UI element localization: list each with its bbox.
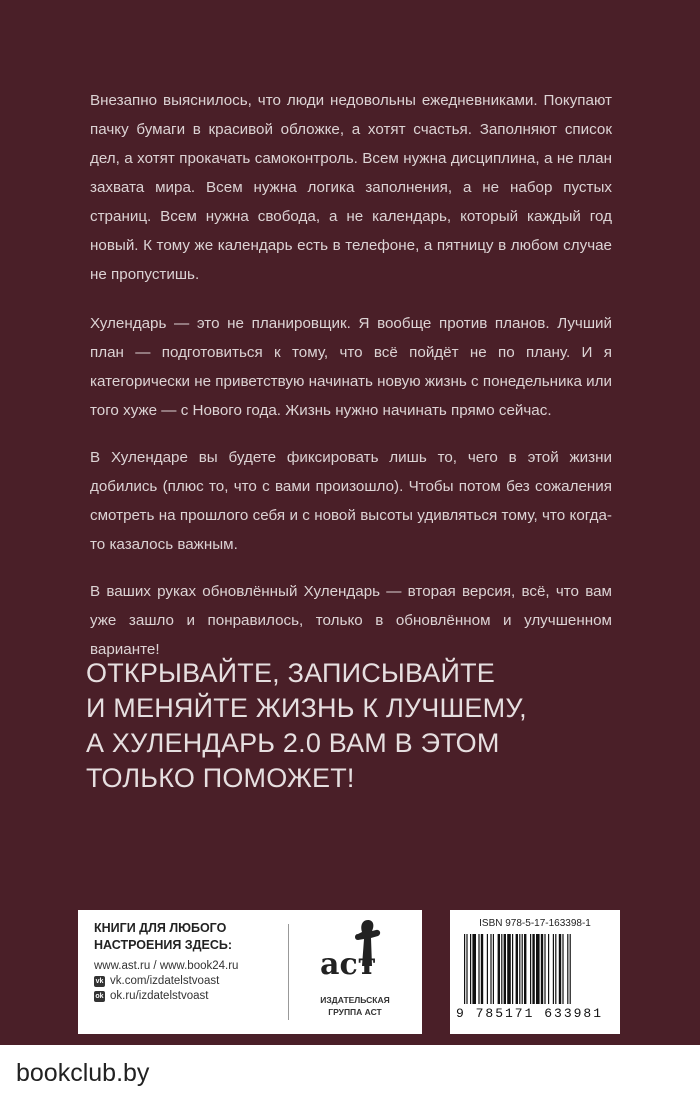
barcode-stripe xyxy=(570,934,571,1004)
divider xyxy=(288,924,289,1020)
barcode-stripe xyxy=(567,934,568,1004)
barcode-stripe xyxy=(532,934,534,1004)
annotation-paragraph-2: Хулендарь — это не планировщик. Я вообще против планов. Лучший план — подготовиться к тому, что всё пойдёт не по плану. И я категорически не приветствую начинать новую жизнь с понедельника или того хуже — с Нового года. Жизнь нужно начинать прямо сейчас. xyxy=(90,315,612,419)
publisher-contacts xyxy=(94,920,284,1002)
barcode-stripe xyxy=(524,934,526,1004)
barcode-stripe xyxy=(487,934,488,1004)
barcode-stripe xyxy=(507,934,511,1004)
publisher-info-box xyxy=(78,910,422,1034)
barcode-stripe xyxy=(493,934,494,1004)
barcode-stripe xyxy=(472,934,476,1004)
slogan xyxy=(86,656,626,796)
publisher-name xyxy=(296,994,414,1018)
barcode-stripe xyxy=(519,934,520,1004)
barcode-number: 9 785171 633981 xyxy=(456,1006,604,1021)
website-links: www.ast.ru / www.book24.ru xyxy=(94,960,239,972)
barcode-stripe xyxy=(504,934,506,1004)
barcode-stripe xyxy=(478,934,479,1004)
barcode-stripe xyxy=(544,934,545,1004)
barcode-stripe xyxy=(481,934,483,1004)
barcode-stripe xyxy=(466,934,467,1004)
barcode-bars xyxy=(464,934,606,1004)
annotation-paragraph-3: В Хулендаре вы будете фиксировать лишь то, чего в этой жизни добились (плюс то, что с вами произошло). Чтобы потом без сожаления смотреть на прошлого себя и с новой высоты удивляться тому, что когда-то казалось важным. xyxy=(90,449,612,553)
ok-link-text: ok.ru/izdatelstvoast xyxy=(110,990,209,1002)
slogan-line: А ХУЛЕНДАРЬ 2.0 ВАМ В ЭТОМ xyxy=(86,728,500,758)
slogan-line: ТОЛЬКО ПОМОЖЕТ! xyxy=(86,763,355,793)
barcode-stripe xyxy=(464,934,465,1004)
ast-logo xyxy=(296,916,414,1028)
slogan-line: И МЕНЯЙТЕ ЖИЗНЬ К ЛУЧШЕМУ, xyxy=(86,693,527,723)
publisher-line: ГРУППА АСТ xyxy=(328,1007,382,1017)
ok-icon: ok xyxy=(95,992,104,1000)
barcode-stripe xyxy=(512,934,513,1004)
heading-line: КНИГИ ДЛЯ ЛЮБОГО xyxy=(94,921,227,935)
barcode-stripe xyxy=(516,934,518,1004)
barcode-stripe xyxy=(536,934,540,1004)
svg-text:аст: аст xyxy=(320,947,377,982)
vk-link xyxy=(94,975,284,987)
books-heading xyxy=(94,920,284,954)
vk-icon: vk xyxy=(95,977,104,985)
barcode-stripe xyxy=(490,934,491,1004)
barcode-stripe xyxy=(522,934,523,1004)
barcode-stripe xyxy=(501,934,502,1004)
publisher-line: ИЗДАТЕЛЬСКАЯ xyxy=(320,995,390,1005)
barcode-stripe xyxy=(470,934,471,1004)
ok-link xyxy=(94,990,284,1002)
barcode-stripe xyxy=(530,934,531,1004)
vk-link-text: vk.com/izdatelstvoast xyxy=(110,975,220,987)
watermark-site: bookclub.by xyxy=(16,1059,150,1087)
barcode-stripe xyxy=(555,934,556,1004)
ast-logo-mark xyxy=(318,916,392,988)
barcode-stripe xyxy=(553,934,554,1004)
barcode-stripe xyxy=(541,934,543,1004)
isbn: ISBN 978-5-17-163398-1 xyxy=(479,918,591,929)
barcode-stripe xyxy=(559,934,561,1004)
barcode-stripe xyxy=(548,934,549,1004)
barcode-stripe xyxy=(498,934,500,1004)
annotation-paragraph-4: В ваших руках обновлённый Хулендарь — вторая версия, всё, что вам уже зашло и понравилось, только в обновлённом и улучшенном варианте! xyxy=(90,583,612,658)
barcode-stripe xyxy=(562,934,563,1004)
barcode-box xyxy=(450,910,620,1034)
annotation-paragraph-1: Внезапно выяснилось, что люди недовольны ежедневниками. Покупают пачку бумаги в красивой обложке, а хотят счастья. Заполняют список дел, а хотят прокачать самоконтроль. Всем нужна дисциплина, а не план захвата мира. Всем нужна логика заполнения, а не набор пустых страниц. Всем нужна свобода, а не календарь, который каждый год новый. К тому же календарь есть в телефоне, а пятницу в любом случае не пропустишь. xyxy=(90,92,612,283)
heading-line: НАСТРОЕНИЯ ЗДЕСЬ: xyxy=(94,938,233,952)
slogan-line: ОТКРЫВАЙТЕ, ЗАПИСЫВАЙТЕ xyxy=(86,658,496,688)
